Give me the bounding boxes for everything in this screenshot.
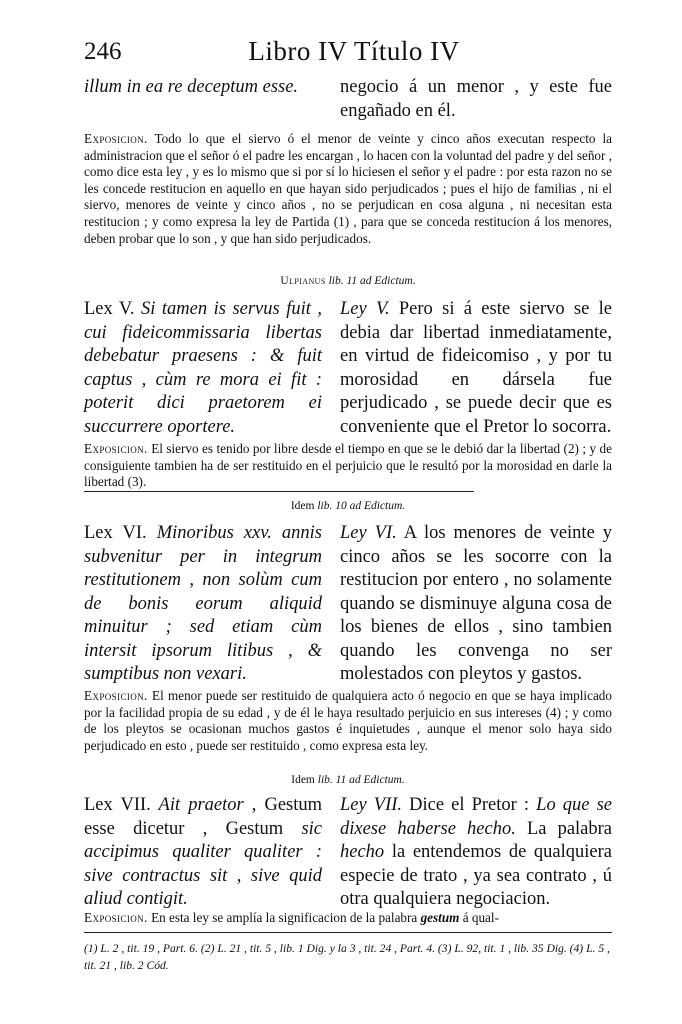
opening-latin: illum in ea re deceptum esse. (84, 77, 299, 97)
ley-label: Ley VI. (340, 523, 397, 543)
source-citation (84, 275, 612, 287)
citation-ref: lib. 10 ad Edictum. (314, 500, 406, 512)
ley-label: Ley V. (340, 299, 390, 319)
ley-spanish-text: Pero si á este siervo se le debia dar libertad inmediatamente, en virtud de fideicomiso , y por tu morosidad en dársela fue perjudicado , se puede decir que es conveniente que el Pretor lo socorra. (340, 299, 612, 437)
citation-author: Ulpianus (280, 275, 326, 287)
ley-spanish-text-b: Lo que se dixese haberse hecho. (340, 795, 613, 839)
separator-rule (84, 491, 474, 492)
footnotes: (1) L. 2 , tit. 19 , Part. 6. (2) L. 21 , tit. 5 , lib. 1 Dig. y la 3 , tit. 24 , Part. 4. (3) L. 92, tit. 1 , lib. 35 Dig. (4) L. 5 , tit. 21 , lib. 2 Cód. (84, 942, 610, 972)
exposicion-label: Exposicion. (84, 688, 148, 703)
lex-latin-text: Si tamen is servus fuit , cui fideicommissaria libertas debebatur praesens : & fuit captus , cùm re mora ei fit : poterit dici praetorem ei succurrere oportere. (84, 299, 322, 437)
lex-label: Lex VII. (84, 795, 151, 815)
lex-label: Lex VI. (84, 523, 147, 543)
ley-spanish (340, 522, 612, 687)
exposicion-text: El menor puede ser restituido de qualquiera acto ó negocio en que se haya implicado por la facilidad propia de su edad , y de él le haya resultado perjuicio en sus intereses (4) ; y como de los pleytos se ocasionan muchos gastos é inquietudes , aunque el menor solo haya sido perjudicado en esto , puede ser restituido , como expresa esta ley. (84, 688, 612, 753)
citation-author: Idem (290, 500, 315, 512)
exposicion-paragraph (84, 441, 612, 491)
exposicion-text: Todo lo que el siervo ó el menor de veinte y cinco años executan respecto la administracion que el señor ó el padre les encargan , lo hacen con la voluntad del padre y del señor , como dice esta ley , y es lo mismo que si por sí lo hiciesen el señor y el padre : por esta razon no se les concede restitucion en aquello en que hayan sido perjudicados ; pues el hijo de familias , ni el siervo, menores de veinte y cinco años , no se perjudican en cosa alguna , ni necesitan esta restitucion ; y como expresa la ley de Partida (1) , para que se conceda restitucion á los menores, deben probar que lo son , y que han sido perjudicados. (84, 131, 612, 246)
ley-spanish-text-a: Dice el Pretor : (402, 795, 537, 815)
lex-latin-text-c: sic accipimus qualiter qualiter : sive contractus sit , sive quid aliud contigit. (84, 818, 322, 909)
citation-ref: lib. 11 ad Edictum. (314, 774, 405, 786)
exposicion-text-b: gestum (420, 910, 460, 925)
running-title: Libro IV Título IV (248, 36, 460, 66)
ley-spanish-text-c: La palabra (515, 818, 613, 839)
footnote-rule (84, 932, 612, 933)
exposicion-label: Exposicion. (84, 131, 148, 146)
exposicion-paragraph (84, 688, 612, 754)
ley-spanish-text-e: la entendemos de qualquiera especie de trato , ya sea contrato , ú otra qualquiera negociacion. (340, 842, 612, 909)
exposicion-label: Exposicion. (84, 441, 148, 456)
lex-latin (84, 522, 322, 687)
lex-latin (84, 298, 322, 439)
lex-latin-text-b: , Gestum esse dicetur , Gestum (84, 795, 323, 839)
lex-latin (84, 794, 322, 912)
page-number: 246 (84, 38, 122, 65)
exposicion-text-c: á qual- (459, 910, 499, 925)
ley-spanish-text-d: hecho (340, 842, 385, 862)
citation-author: Idem (291, 774, 315, 786)
lex-latin-text: Minoribus xxv. annis subvenitur per in integrum restitutionem , non solùm cum de bonis eorum aliquid minuitur ; sed etiam cùm intersit ipsorum litibus , & sumptibus non vexari. (84, 523, 322, 684)
ley-spanish-text: A los menores de veinte y cinco años se les socorre con la restitucion por entero , no solamente quando se disminuye alguna cosa de los bienes de ellos , sino tambien quando les convenga no ser molestados con pleytos y gastos. (340, 523, 612, 684)
ley-label: Ley VII. (340, 795, 403, 815)
source-citation (84, 500, 612, 512)
opening-spanish: negocio á un menor , y este fue engañado en él. (340, 77, 612, 121)
exposicion-text: El siervo es tenido por libre desde el tiempo en que se le debió dar la libertad (2) ; y de consiguiente tambien ha de ser restituido en el perjuicio que le resultó por la morosidad en darle la libertad (3). (84, 441, 612, 490)
source-citation (84, 774, 612, 786)
exposicion-paragraph (84, 910, 612, 927)
exposicion-paragraph (84, 131, 612, 247)
lex-label: Lex V. (84, 299, 135, 319)
citation-ref: lib. 11 ad Edictum. (325, 275, 416, 287)
lex-latin-text-a: Ait praetor (150, 795, 252, 815)
exposicion-label: Exposicion. (84, 910, 148, 925)
exposicion-text-a: En esta ley se amplía la significacion de la palabra (147, 910, 421, 925)
ley-spanish (340, 794, 612, 912)
ley-spanish (340, 298, 612, 439)
page-header (84, 36, 624, 70)
